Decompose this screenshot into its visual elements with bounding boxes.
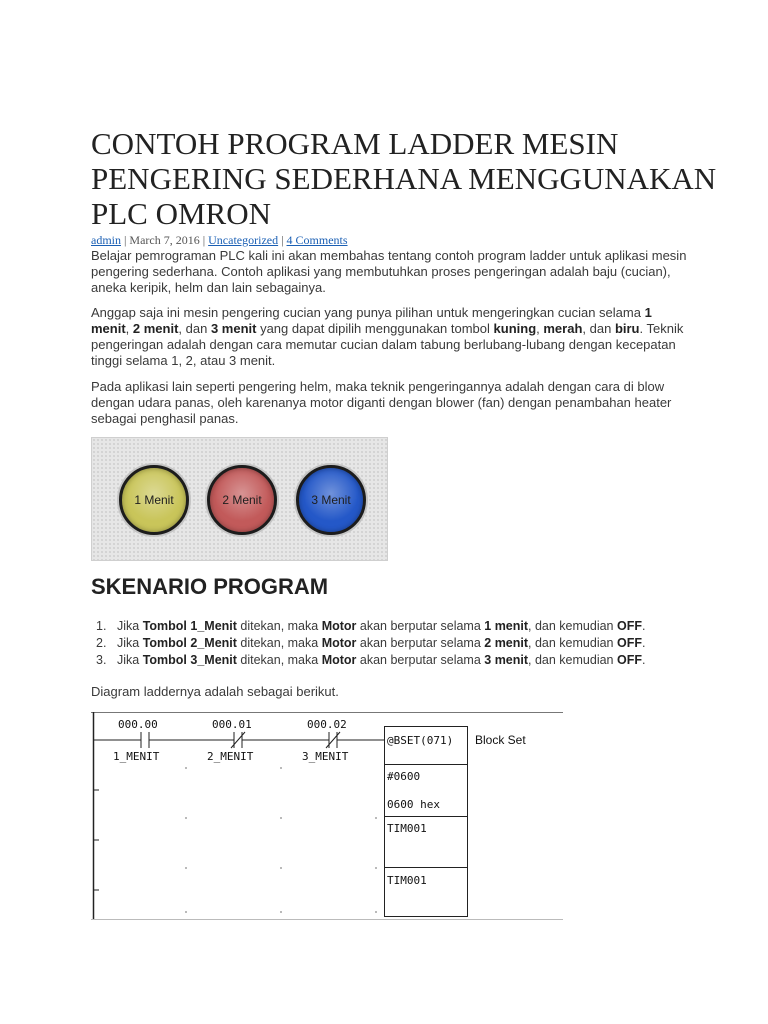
svg-text:000.00: 000.00: [118, 718, 158, 731]
scenario-list: [91, 618, 645, 669]
svg-text:000.02: 000.02: [307, 718, 347, 731]
list-item: 2. Jika Tombol 2_Menit ditekan, maka Motor akan berputar selama 2 menit, dan kemudian OFF.: [96, 636, 646, 650]
author-link[interactable]: admin: [91, 233, 121, 247]
comments-link[interactable]: 4 Comments: [286, 233, 348, 247]
list-item: 3. Jika Tombol 3_Menit ditekan, maka Motor akan berputar selama 3 menit, dan kemudian OFF.: [96, 653, 646, 667]
svg-text:3_MENIT: 3_MENIT: [302, 750, 349, 763]
section-title: SKENARIO PROGRAM: [91, 574, 329, 599]
intro-paragraph: Belajar pemrograman PLC kali ini akan membahas tentang contoh program ladder untuk aplikasi mesin pengering sederhana. Contoh aplikasi yang membutuhkan proses pengeringan adalah baju (cucian), aneka keripik, helm dan lain sebagainya.: [91, 248, 687, 295]
button-panel-image: [91, 437, 388, 561]
svg-text:@BSET(071): @BSET(071): [387, 734, 454, 747]
svg-text:TIM001: TIM001: [387, 874, 427, 887]
ladder-diagram: [91, 712, 566, 922]
bset-instruction-block: [385, 727, 468, 917]
meta-separator: |: [278, 233, 287, 247]
blue-3-menit-button: 3 Menit: [296, 465, 366, 535]
instruction-description: Block Set: [475, 733, 526, 747]
meta-separator: |: [199, 233, 209, 247]
list-item: 1. Jika Tombol 1_Menit ditekan, maka Motor akan berputar selama 1 menit, dan kemudian OFF.: [96, 619, 646, 633]
svg-text:000.01: 000.01: [212, 718, 252, 731]
grid-dots: [185, 767, 377, 913]
svg-text:TIM001: TIM001: [387, 822, 427, 835]
scenario-paragraph: Anggap saja ini mesin pengering cucian yang punya pilihan untuk mengeringkan cucian selama 1 menit, 2 menit, dan 3 menit yang dapat dipilih menggunakan tombol kuning, merah, dan biru. Teknik pengeringan adalah dengan cara memutar cucian dalam tabung berlubang-lubang dengan kecepatan tinggi selama 1, 2, atau 3 menit.: [91, 305, 684, 368]
article-title: CONTOH PROGRAM LADDER MESIN PENGERING SEDERHANA MENGGUNAKAN PLC OMRON: [91, 126, 717, 231]
svg-text:1_MENIT: 1_MENIT: [113, 750, 160, 763]
svg-text:0600 hex: 0600 hex: [387, 798, 440, 811]
post-meta: [91, 233, 348, 248]
svg-text:2_MENIT: 2_MENIT: [207, 750, 254, 763]
svg-text:#0600: #0600: [387, 770, 421, 783]
post-date: March 7, 2016: [129, 233, 200, 247]
yellow-1-menit-button: 1 Menit: [119, 465, 189, 535]
helmet-paragraph: Pada aplikasi lain seperti pengering helm, maka teknik pengeringannya adalah dengan cara di blow dengan udara panas, oleh karenanya motor diganti dengan blower (fan) dengan penambahan heater sebagai penghasil panas.: [91, 379, 672, 426]
red-2-menit-button: 2 Menit: [207, 465, 277, 535]
meta-separator: |: [121, 233, 130, 247]
ladder-intro: Diagram laddernya adalah sebagai berikut.: [91, 684, 339, 699]
category-link[interactable]: Uncategorized: [208, 233, 279, 247]
